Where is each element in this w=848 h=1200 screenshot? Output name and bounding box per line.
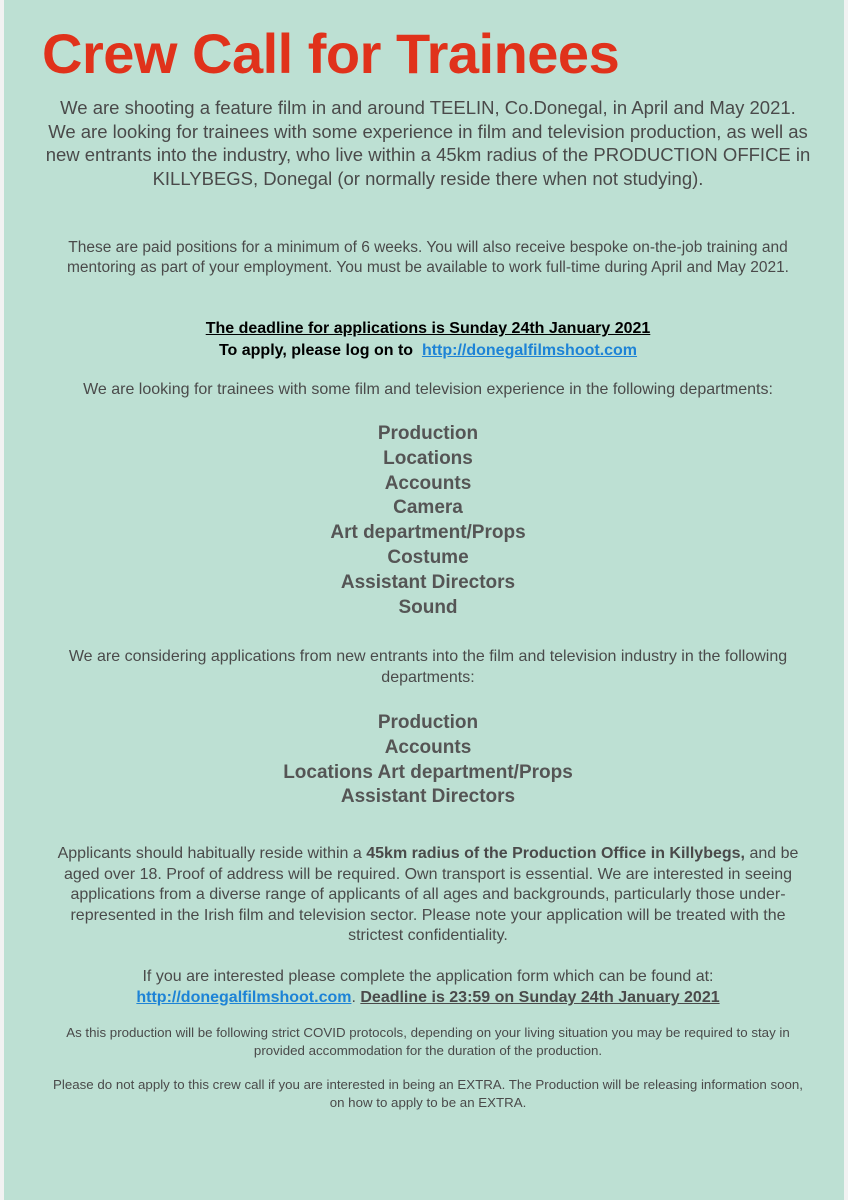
eligibility-rest: and be aged over 18. Proof of address will be required. Own transport is essential. We are interested in seeing applications from a diverse range of applicants of all ages and backgrounds, particularly those under-represented in the Irish film and television sector. Please note your application will be treated with the strictest confidentiality. xyxy=(63,845,799,944)
final-deadline: Deadline is 23:59 on Sunday 24th January 2021 xyxy=(360,989,720,1006)
list-item: Sound xyxy=(398,596,458,618)
list-item: Accounts xyxy=(384,472,472,494)
list-item: Art department/Props xyxy=(330,522,526,544)
intro-paragraph: We are shooting a feature film in and around TEELIN, Co.Donegal, in April and May 2021. We are looking for trainees with some experience in film and television production, as well as new entrants into the industry, who live within a 45km radius of the PRODUCTION OFFICE in KILLYBEGS, Donegal (or normally reside there when not studying). xyxy=(45,97,811,189)
experienced-intro: We are looking for trainees with some film and television experience in the following departments: xyxy=(83,381,773,398)
covid-note: As this production will be following strict COVID protocols, depending on your living situation you may be required to stay in provided accommodation for the duration of the production. xyxy=(66,1025,790,1058)
eligibility-radius: 45km radius of the Production Office in Killybegs, xyxy=(366,845,745,862)
apply-link[interactable]: http://donegalfilmshoot.com xyxy=(421,342,638,359)
form-line: If you are interested please complete the application form which can be found at: xyxy=(142,968,714,985)
list-item: Assistant Directors xyxy=(340,571,516,593)
list-item: Production xyxy=(377,423,479,444)
eligibility-paragraph xyxy=(44,844,812,947)
extras-note: Please do not apply to this crew call if you are interested in being an EXTRA. The Production will be releasing information soon, on how to apply to be an EXTRA. xyxy=(53,1077,803,1110)
application-form-block xyxy=(44,966,812,1008)
list-item: Production xyxy=(377,712,479,733)
flyer-page xyxy=(4,0,844,1200)
form-link[interactable]: http://donegalfilmshoot.com xyxy=(136,989,352,1006)
list-item: Costume xyxy=(387,546,469,568)
list-item: Locations Art department/Props xyxy=(283,761,573,783)
apply-line xyxy=(44,340,812,362)
list-item: Accounts xyxy=(384,736,472,758)
experienced-departments-list xyxy=(44,422,812,620)
new-entrant-departments-list xyxy=(44,711,812,810)
list-item: Assistant Directors xyxy=(340,786,516,808)
eligibility-lead: Applicants should habitually reside within a xyxy=(57,845,362,862)
form-link-line: http://donegalfilmshoot.com. Deadline is 23:59 on Sunday 24th January 2021 xyxy=(136,989,720,1006)
deadline-block xyxy=(44,318,812,362)
deadline-line: The deadline for applications is Sunday 24th January 2021 xyxy=(205,320,651,337)
page-title: Crew Call for Trainees xyxy=(42,22,620,85)
apply-prefix: To apply, please log on to xyxy=(218,342,414,359)
paid-positions-paragraph: These are paid positions for a minimum of 6 weeks. You will also receive bespoke on-the-job training and mentoring as part of your employment. You must be available to work full-time during April and May 2021. xyxy=(67,239,789,276)
list-item: Locations xyxy=(383,447,473,469)
new-entrants-intro: We are considering applications from new entrants into the film and television industry in the following departments: xyxy=(68,648,788,686)
list-item: Camera xyxy=(393,497,463,519)
